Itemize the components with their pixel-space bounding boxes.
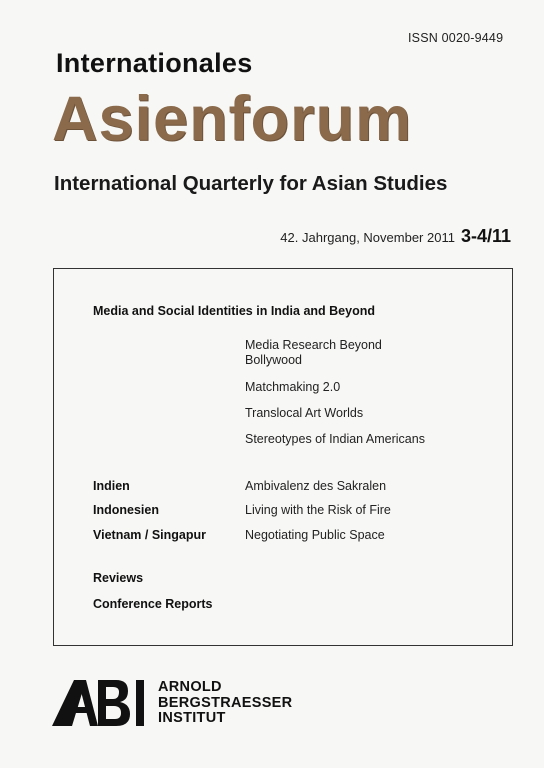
publisher-name-line: INSTITUT: [158, 710, 226, 726]
journal-title-prefix: Internationales: [56, 48, 253, 78]
region-article: Negotiating Public Space: [245, 528, 385, 542]
publisher-name: [158, 680, 292, 727]
theme-article-2: Matchmaking 2.0: [245, 380, 341, 394]
theme-article-3: Translocal Art Worlds: [245, 406, 364, 420]
abi-logo-icon: [52, 680, 152, 726]
region-article: Ambivalenz des Sakralen: [245, 479, 387, 493]
contents-box: [53, 268, 513, 646]
theme-section-title: Media and Social Identities in India and Beyond: [93, 304, 375, 318]
publisher-name-line: ARNOLD: [158, 679, 222, 695]
section-conference-reports: Conference Reports: [93, 597, 213, 611]
issue-number: 3-4/11: [460, 226, 511, 246]
issue-info: [280, 226, 511, 247]
journal-title: Asienforum: [52, 84, 413, 154]
journal-subtitle: International Quarterly for Asian Studies: [54, 172, 448, 195]
section-reviews: Reviews: [93, 571, 144, 585]
issn-number: ISSN 0020-9449: [408, 31, 504, 45]
theme-article-1: Media Research Beyond Bollywood: [245, 338, 382, 367]
theme-article-4: Stereotypes of Indian Americans: [245, 432, 425, 446]
publisher-name-line: BERGSTRAESSER: [158, 694, 293, 711]
issue-volume-date: 42. Jahrgang, November 2011: [280, 230, 455, 245]
publisher-logo: [52, 680, 292, 727]
region-label: Vietnam / Singapur: [93, 528, 206, 542]
region-article: Living with the Risk of Fire: [245, 503, 391, 517]
region-label: Indonesien: [93, 503, 159, 517]
region-label: Indien: [93, 479, 130, 493]
